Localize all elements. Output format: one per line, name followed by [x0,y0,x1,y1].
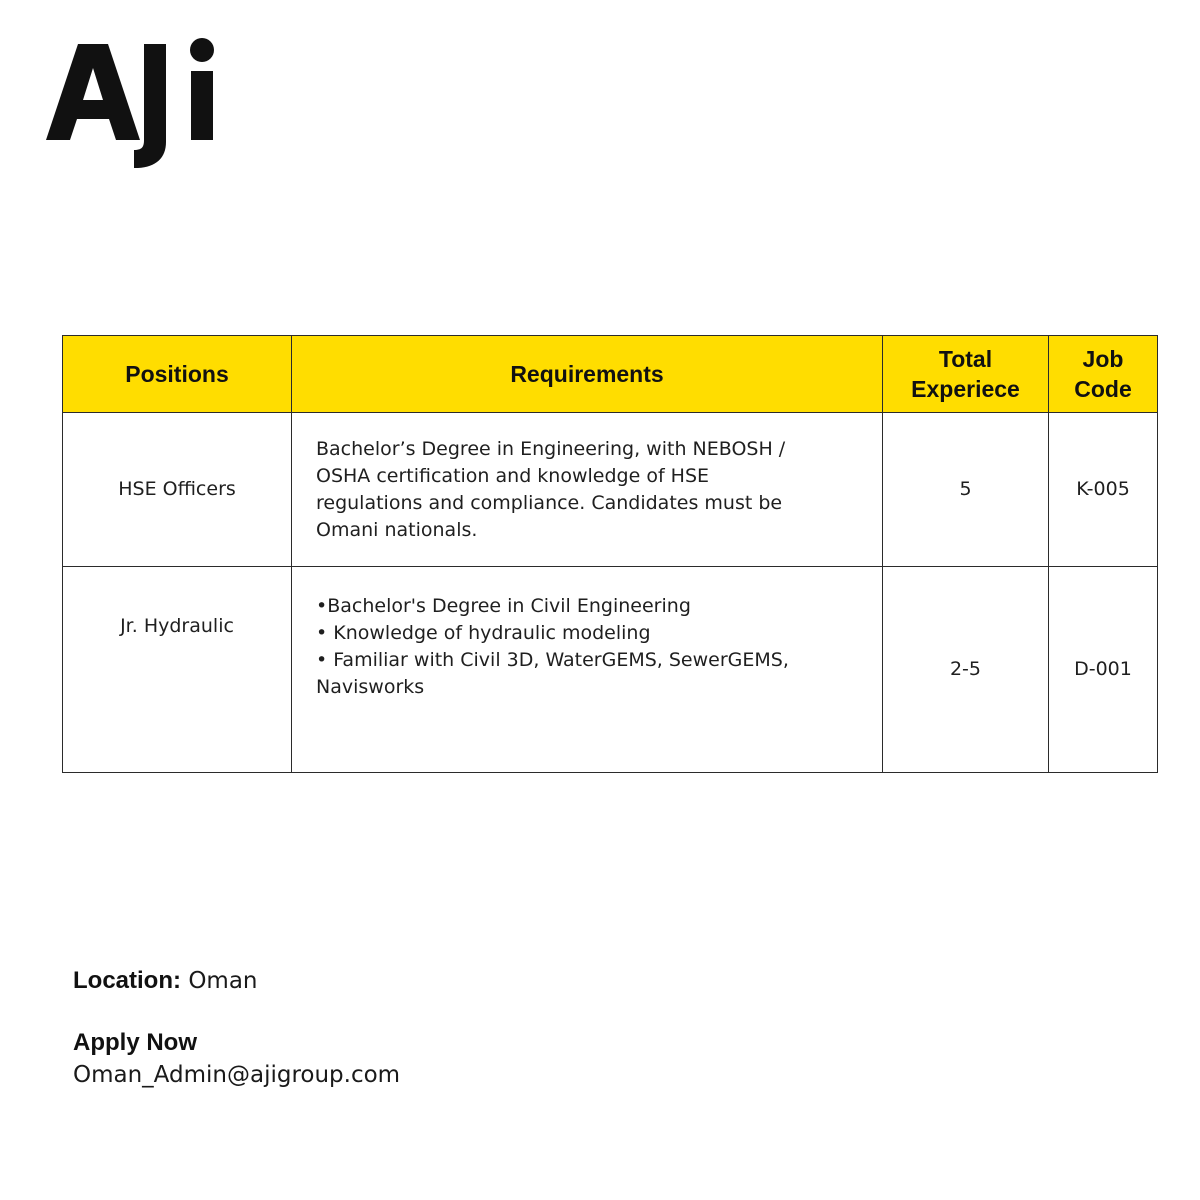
table-row [63,567,1158,773]
requirement-line: OSHA certification and knowledge of HSE [316,464,710,487]
location-label: Location: [73,967,181,994]
requirement-line: •Bachelor's Degree in Civil Engineering [316,595,691,617]
requirement-line: • Knowledge of hydraulic modeling [316,622,651,644]
header-requirements: Requirements [292,336,883,413]
position-cell: HSE Officers [63,413,292,567]
contact-email[interactable]: Oman_Admin@ajigroup.com [73,1062,401,1088]
apply-block [73,1027,400,1091]
header-positions: Positions [63,336,292,413]
requirement-line: regulations and compliance. Candidates must be [316,491,783,514]
aji-logo [44,30,224,170]
requirement-line: Bachelor’s Degree in Engineering, with NEBOSH / [316,437,786,460]
jobs-table [62,335,1158,773]
header-total-experience: Total Experiece [883,336,1049,413]
aji-logo-mark [44,30,224,170]
requirement-line: Omani nationals. [316,518,478,541]
location-line [73,965,400,997]
position-cell: Jr. Hydraulic [63,567,292,773]
footer-info [73,965,400,1091]
requirements-cell [292,413,883,567]
apply-now-label: Apply Now [73,1029,197,1056]
table-header-row [63,336,1158,413]
job-code-cell: K-005 [1049,413,1158,567]
experience-cell: 2-5 [883,567,1049,773]
header-job-code: Job Code [1049,336,1158,413]
requirement-line: Navisworks [316,676,425,698]
table-row [63,413,1158,567]
requirement-line: • Familiar with Civil 3D, WaterGEMS, SewerGEMS, [316,649,789,671]
requirements-cell [292,567,883,773]
job-code-cell: D-001 [1049,567,1158,773]
experience-cell: 5 [883,413,1049,567]
location-value: Oman [188,968,258,994]
